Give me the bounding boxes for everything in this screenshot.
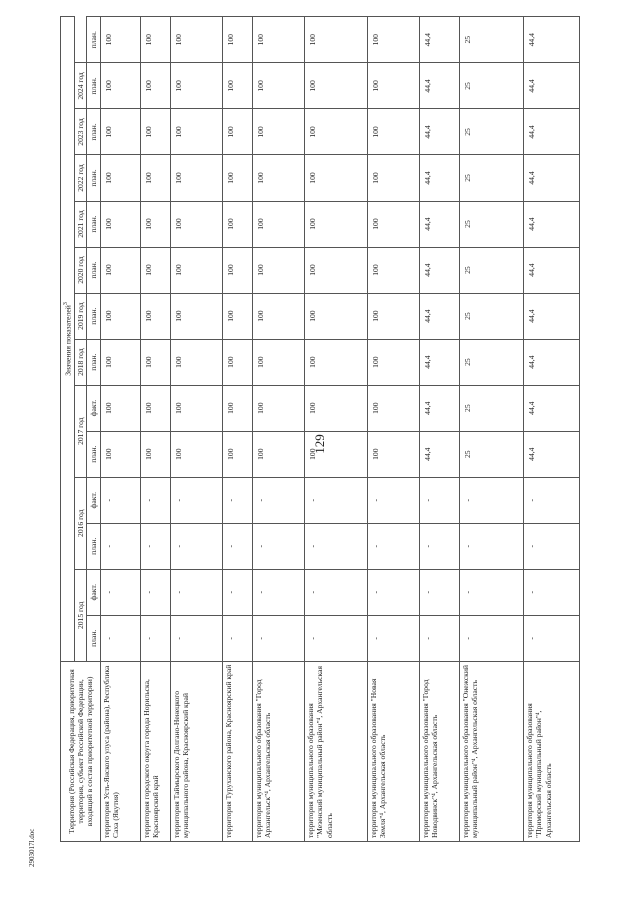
value-cell: 100 xyxy=(253,339,305,385)
value-cell: 100 xyxy=(368,431,420,477)
value-cell: 100 xyxy=(171,201,223,247)
value-cell: - xyxy=(368,615,420,661)
value-cell: 100 xyxy=(171,385,223,431)
value-cell: 100 xyxy=(253,247,305,293)
value-cell: - xyxy=(460,569,524,615)
value-cell: 100 xyxy=(101,247,141,293)
value-cell: 100 xyxy=(223,431,253,477)
value-cell: 100 xyxy=(141,385,171,431)
value-cell: 100 xyxy=(223,247,253,293)
table-row xyxy=(460,17,524,842)
value-cell: 100 xyxy=(141,109,171,155)
plan-subheader: план. xyxy=(87,109,101,155)
table-row xyxy=(253,17,305,842)
fact-subheader: факт. xyxy=(87,477,101,523)
territory-header: Территория (Российская Федерация, приоритетная территория, субъект Российской Федерации, входящий в состав приоритетной территории) xyxy=(61,661,101,841)
value-cell: 25 xyxy=(460,385,524,431)
indicators-table xyxy=(60,16,580,842)
value-cell: - xyxy=(171,477,223,523)
value-cell: 100 xyxy=(223,293,253,339)
value-cell: 44,4 xyxy=(524,385,580,431)
value-cell: 100 xyxy=(368,63,420,109)
value-cell: 100 xyxy=(171,339,223,385)
territory-cell: территория Таймырского Долгано-Ненецкого муниципального района, Красноярский край xyxy=(171,661,223,841)
value-cell: 100 xyxy=(141,17,171,63)
value-cell: - xyxy=(368,523,420,569)
plan-subheader: план. xyxy=(87,523,101,569)
value-cell: 44,4 xyxy=(524,63,580,109)
value-cell: 44,4 xyxy=(420,385,460,431)
value-cell: 44,4 xyxy=(524,155,580,201)
value-cell: 100 xyxy=(171,431,223,477)
value-cell: 100 xyxy=(223,339,253,385)
value-cell: 100 xyxy=(223,17,253,63)
value-cell: - xyxy=(368,569,420,615)
value-cell: 44,4 xyxy=(524,201,580,247)
value-cell: 100 xyxy=(305,155,368,201)
plan-subheader: план. xyxy=(87,155,101,201)
value-cell: 100 xyxy=(305,109,368,155)
value-cell: - xyxy=(305,477,368,523)
value-cell: 100 xyxy=(368,385,420,431)
table-row xyxy=(141,17,171,842)
value-cell: 44,4 xyxy=(420,17,460,63)
plan-subheader: план. xyxy=(87,247,101,293)
table-row xyxy=(101,17,141,842)
value-cell: 100 xyxy=(171,293,223,339)
value-cell: 25 xyxy=(460,17,524,63)
value-cell: - xyxy=(460,523,524,569)
value-cell: 44,4 xyxy=(420,293,460,339)
value-cell: - xyxy=(223,615,253,661)
value-cell: - xyxy=(420,615,460,661)
value-cell: 25 xyxy=(460,431,524,477)
year-header: 2018 год xyxy=(74,339,86,385)
value-cell: 100 xyxy=(223,155,253,201)
value-cell: - xyxy=(524,523,580,569)
value-cell: 100 xyxy=(305,339,368,385)
value-cell: 100 xyxy=(253,293,305,339)
territory-cell: территория городского округа города Норильска, Красноярский край xyxy=(141,661,171,841)
value-cell: 100 xyxy=(368,247,420,293)
value-cell: 100 xyxy=(171,155,223,201)
value-cell: - xyxy=(253,615,305,661)
value-cell: 25 xyxy=(460,247,524,293)
table-row xyxy=(420,17,460,842)
table-row xyxy=(368,17,420,842)
territory-cell: территория муниципального образования "Город Архангельск"⁴, Архангельская область xyxy=(253,661,305,841)
value-cell: 100 xyxy=(171,17,223,63)
value-cell: 100 xyxy=(141,247,171,293)
value-cell: 100 xyxy=(253,109,305,155)
footer-doc-name: 2903017l.doc xyxy=(28,828,36,867)
value-cell: - xyxy=(101,523,141,569)
value-cell: 100 xyxy=(101,339,141,385)
territory-cell: территория муниципального образования "Онежский муниципальный район"⁴, Архангельская область xyxy=(460,661,524,841)
value-cell: 100 xyxy=(253,17,305,63)
value-cell: 100 xyxy=(101,201,141,247)
value-cell: 100 xyxy=(171,63,223,109)
rotated-table-container xyxy=(60,16,567,842)
value-cell: 25 xyxy=(460,155,524,201)
year-header: 2024 год xyxy=(74,63,86,109)
value-cell: - xyxy=(223,523,253,569)
value-cell: 100 xyxy=(253,431,305,477)
value-cell: 100 xyxy=(305,385,368,431)
plan-subheader: план. xyxy=(87,431,101,477)
year-header: 2022 год xyxy=(74,155,86,201)
value-cell: 100 xyxy=(305,293,368,339)
plan-subheader: план. xyxy=(87,293,101,339)
value-cell: - xyxy=(101,569,141,615)
value-cell: 100 xyxy=(368,109,420,155)
value-cell: - xyxy=(171,523,223,569)
value-cell: - xyxy=(305,523,368,569)
value-cell: 100 xyxy=(101,293,141,339)
value-cell: 100 xyxy=(223,385,253,431)
value-cell: 44,4 xyxy=(420,247,460,293)
value-cell: - xyxy=(101,477,141,523)
territory-cell: территория муниципального образования "Новая Земля"⁴, Архангельская область xyxy=(368,661,420,841)
value-cell: 100 xyxy=(253,385,305,431)
table-row xyxy=(305,17,368,842)
value-cell: 100 xyxy=(171,109,223,155)
page-number: 129 xyxy=(312,434,327,454)
value-cell: 25 xyxy=(460,339,524,385)
value-cell: 100 xyxy=(305,17,368,63)
value-cell: 44,4 xyxy=(524,109,580,155)
table-row xyxy=(223,17,253,842)
value-cell: 100 xyxy=(141,339,171,385)
territory-cell: территория муниципального образования "Приморский муниципальный район"⁴, Архангельская область xyxy=(524,661,580,841)
year-header: 2021 год xyxy=(74,201,86,247)
value-cell: - xyxy=(223,477,253,523)
year-header: 2016 год xyxy=(74,477,86,569)
value-cell: - xyxy=(223,569,253,615)
value-cell: - xyxy=(305,569,368,615)
fact-subheader: факт. xyxy=(87,569,101,615)
value-cell: 25 xyxy=(460,109,524,155)
plan-subheader: план. xyxy=(87,17,101,63)
territory-cell: территория Туруханского района, Красноярский край xyxy=(223,661,253,841)
value-cell: - xyxy=(101,615,141,661)
year-header: 2019 год xyxy=(74,293,86,339)
value-cell: - xyxy=(460,615,524,661)
value-cell: 44,4 xyxy=(524,293,580,339)
value-cell: 100 xyxy=(223,109,253,155)
value-cell: 100 xyxy=(368,293,420,339)
territory-cell: территория муниципального образования "Город Новодвинск"⁴, Архангельская область xyxy=(420,661,460,841)
value-cell: 25 xyxy=(460,201,524,247)
value-cell: 100 xyxy=(253,201,305,247)
value-cell: - xyxy=(524,569,580,615)
value-cell: 100 xyxy=(368,201,420,247)
value-cell: 25 xyxy=(460,293,524,339)
fact-subheader: факт. xyxy=(87,385,101,431)
territory-cell: территория муниципального образования "Мезенский муниципальный район"⁴, Архангельская область xyxy=(305,661,368,841)
plan-subheader: план. xyxy=(87,339,101,385)
value-cell: 44,4 xyxy=(420,109,460,155)
value-cell: 100 xyxy=(141,201,171,247)
value-cell: 100 xyxy=(101,385,141,431)
value-cell: 44,4 xyxy=(524,247,580,293)
value-cell: 100 xyxy=(101,431,141,477)
value-cell: - xyxy=(368,477,420,523)
value-cell: - xyxy=(141,523,171,569)
year-header: 2023 год xyxy=(74,109,86,155)
value-cell: 100 xyxy=(171,247,223,293)
value-cell: - xyxy=(420,523,460,569)
year-header: 2015 год xyxy=(74,569,86,661)
value-cell: 25 xyxy=(460,63,524,109)
territory-cell: территория Усть-Янского улуса (района), Республика Саха (Якутия) xyxy=(101,661,141,841)
value-cell: 100 xyxy=(368,155,420,201)
value-cell: 44,4 xyxy=(420,155,460,201)
year-header: 2020 год xyxy=(74,247,86,293)
value-cell: 100 xyxy=(253,63,305,109)
value-cell: 44,4 xyxy=(524,431,580,477)
value-cell: - xyxy=(253,477,305,523)
value-cell: 100 xyxy=(101,155,141,201)
value-cell: 100 xyxy=(368,339,420,385)
value-cell: - xyxy=(141,615,171,661)
value-cell: - xyxy=(305,615,368,661)
value-cell: - xyxy=(141,569,171,615)
value-cell: 100 xyxy=(305,201,368,247)
value-cell: 44,4 xyxy=(420,63,460,109)
value-cell: 100 xyxy=(101,109,141,155)
value-cell: 44,4 xyxy=(524,17,580,63)
value-cell: 100 xyxy=(305,63,368,109)
value-cell: 100 xyxy=(141,63,171,109)
value-cell: - xyxy=(141,477,171,523)
value-cell: - xyxy=(171,569,223,615)
value-cell: - xyxy=(524,477,580,523)
plan-subheader: план. xyxy=(87,63,101,109)
value-cell: 100 xyxy=(101,17,141,63)
table-row xyxy=(524,17,580,842)
plan-subheader: план. xyxy=(87,201,101,247)
value-cell: 100 xyxy=(101,63,141,109)
value-cell: - xyxy=(524,615,580,661)
table-row xyxy=(171,17,223,842)
value-cell: 44,4 xyxy=(420,431,460,477)
value-cell: 100 xyxy=(141,431,171,477)
value-cell: 100 xyxy=(368,17,420,63)
value-cell: - xyxy=(420,477,460,523)
value-cell: - xyxy=(420,569,460,615)
value-cell: - xyxy=(253,569,305,615)
value-cell: 100 xyxy=(253,155,305,201)
year-header: 2017 год xyxy=(74,385,86,477)
value-cell: 44,4 xyxy=(420,201,460,247)
value-cell: 100 xyxy=(223,201,253,247)
value-cell: 44,4 xyxy=(420,339,460,385)
value-cell: - xyxy=(253,523,305,569)
values-group-header: Значения показателей$^3$ xyxy=(61,17,75,662)
value-cell: 100 xyxy=(223,63,253,109)
value-cell: 100 xyxy=(305,431,368,477)
value-cell: 44,4 xyxy=(524,339,580,385)
value-cell: 100 xyxy=(141,293,171,339)
value-cell: - xyxy=(171,615,223,661)
value-cell: 100 xyxy=(305,247,368,293)
value-cell: - xyxy=(460,477,524,523)
plan-subheader: план. xyxy=(87,615,101,661)
value-cell: 100 xyxy=(141,155,171,201)
